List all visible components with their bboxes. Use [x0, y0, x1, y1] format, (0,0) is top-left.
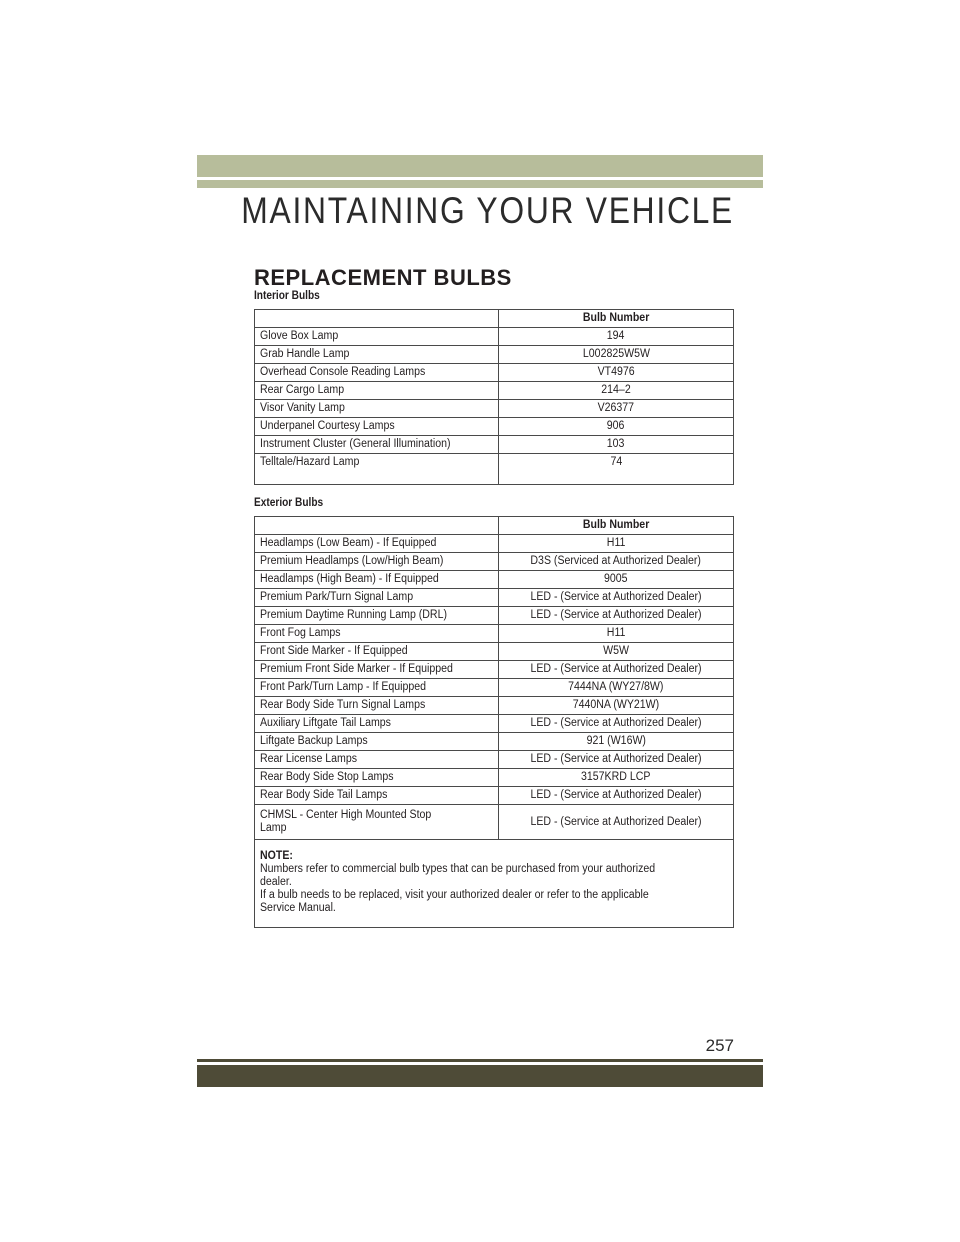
note-text: If a bulb needs to be replaced, visit your authorized dealer or refer to the applicable	[260, 889, 649, 901]
lamp-name: Premium Front Side Marker - If Equipped	[255, 661, 499, 679]
table-row	[255, 571, 734, 589]
note-text: dealer.	[260, 876, 292, 888]
table-row	[255, 418, 734, 436]
note-text: Service Manual.	[260, 902, 336, 914]
note-text: Numbers refer to commercial bulb types that can be purchased from your authorized	[260, 863, 656, 875]
lamp-name: Premium Daytime Running Lamp (DRL)	[255, 607, 499, 625]
lamp-name: CHMSL - Center High Mounted Stop Lamp	[255, 805, 499, 840]
bulb-number: VT4976	[499, 364, 734, 382]
table-row	[255, 697, 734, 715]
bulb-number: 7444NA (WY27/8W)	[499, 679, 734, 697]
table-row	[255, 535, 734, 553]
table-row	[255, 625, 734, 643]
bulb-number: H11	[499, 535, 734, 553]
bulb-number: LED - (Service at Authorized Dealer)	[499, 589, 734, 607]
lamp-name: Rear Body Side Tail Lamps	[255, 787, 499, 805]
lamp-name: Premium Headlamps (Low/High Beam)	[255, 553, 499, 571]
table-row	[255, 751, 734, 769]
table-row	[255, 607, 734, 625]
footer-rule	[197, 1059, 763, 1062]
lamp-name: Front Fog Lamps	[255, 625, 499, 643]
table-row	[255, 643, 734, 661]
table-header-empty	[255, 517, 499, 535]
bulb-number: 74	[499, 454, 734, 485]
lamp-name: Rear License Lamps	[255, 751, 499, 769]
bulb-number: W5W	[499, 643, 734, 661]
bulb-number: LED - (Service at Authorized Dealer)	[499, 805, 734, 840]
lamp-name: Premium Park/Turn Signal Lamp	[255, 589, 499, 607]
table-row	[255, 346, 734, 364]
exterior-bulbs-table	[254, 516, 734, 928]
bulb-number: LED - (Service at Authorized Dealer)	[499, 751, 734, 769]
section-title: MAINTAINING YOUR VEHICLE	[241, 190, 735, 231]
bulb-number: H11	[499, 625, 734, 643]
bulb-number: 214–2	[499, 382, 734, 400]
bulb-number: D3S (Serviced at Authorized Dealer)	[499, 553, 734, 571]
note	[255, 840, 734, 928]
bulb-number: L002825W5W	[499, 346, 734, 364]
table-row	[255, 364, 734, 382]
table-row	[255, 769, 734, 787]
lamp-name: Auxiliary Liftgate Tail Lamps	[255, 715, 499, 733]
table-row	[255, 715, 734, 733]
lamp-name: Rear Body Side Stop Lamps	[255, 769, 499, 787]
table-row	[255, 661, 734, 679]
table-header-empty	[255, 310, 499, 328]
page-heading: REPLACEMENT BULBS	[254, 265, 512, 290]
table-header-row	[255, 310, 734, 328]
header-rule	[197, 180, 763, 188]
lamp-name: Telltale/Hazard Lamp	[255, 454, 499, 485]
lamp-name: Headlamps (Low Beam) - If Equipped	[255, 535, 499, 553]
lamp-name: Front Park/Turn Lamp - If Equipped	[255, 679, 499, 697]
bulb-number: 7440NA (WY21W)	[499, 697, 734, 715]
column-header-bulb-number: Bulb Number	[499, 310, 734, 328]
interior-bulbs-subheading: Interior Bulbs	[254, 290, 320, 302]
lamp-name: Glove Box Lamp	[255, 328, 499, 346]
table-row	[255, 382, 734, 400]
table-row	[255, 454, 734, 485]
bulb-number: 103	[499, 436, 734, 454]
table-row	[255, 787, 734, 805]
lamp-name: Overhead Console Reading Lamps	[255, 364, 499, 382]
lamp-name: Grab Handle Lamp	[255, 346, 499, 364]
column-header-bulb-number: Bulb Number	[499, 517, 734, 535]
exterior-bulbs-subheading: Exterior Bulbs	[254, 497, 324, 509]
table-row	[255, 733, 734, 751]
interior-bulbs-table	[254, 309, 734, 485]
lamp-name: Liftgate Backup Lamps	[255, 733, 499, 751]
bulb-number: LED - (Service at Authorized Dealer)	[499, 715, 734, 733]
lamp-name: Instrument Cluster (General Illumination)	[255, 436, 499, 454]
bulb-number: 194	[499, 328, 734, 346]
header-band	[197, 155, 763, 177]
table-row	[255, 805, 734, 840]
table-row	[255, 328, 734, 346]
lamp-name: Underpanel Courtesy Lamps	[255, 418, 499, 436]
note-label: NOTE:	[260, 850, 293, 862]
bulb-number: LED - (Service at Authorized Dealer)	[499, 607, 734, 625]
bulb-number: 921 (W16W)	[499, 733, 734, 751]
table-row	[255, 589, 734, 607]
table-header-row	[255, 517, 734, 535]
note-row	[255, 840, 734, 928]
bulb-number: 9005	[499, 571, 734, 589]
page-number: 257	[705, 1036, 734, 1055]
bulb-number: LED - (Service at Authorized Dealer)	[499, 787, 734, 805]
table-row	[255, 400, 734, 418]
lamp-name: Headlamps (High Beam) - If Equipped	[255, 571, 499, 589]
table-row	[255, 679, 734, 697]
lamp-name: Rear Body Side Turn Signal Lamps	[255, 697, 499, 715]
bulb-number: 3157KRD LCP	[499, 769, 734, 787]
bulb-number: V26377	[499, 400, 734, 418]
bulb-number: LED - (Service at Authorized Dealer)	[499, 661, 734, 679]
bulb-number: 906	[499, 418, 734, 436]
lamp-name: Front Side Marker - If Equipped	[255, 643, 499, 661]
footer-band	[197, 1065, 763, 1087]
lamp-name: Visor Vanity Lamp	[255, 400, 499, 418]
lamp-name: Rear Cargo Lamp	[255, 382, 499, 400]
table-row	[255, 553, 734, 571]
table-row	[255, 436, 734, 454]
